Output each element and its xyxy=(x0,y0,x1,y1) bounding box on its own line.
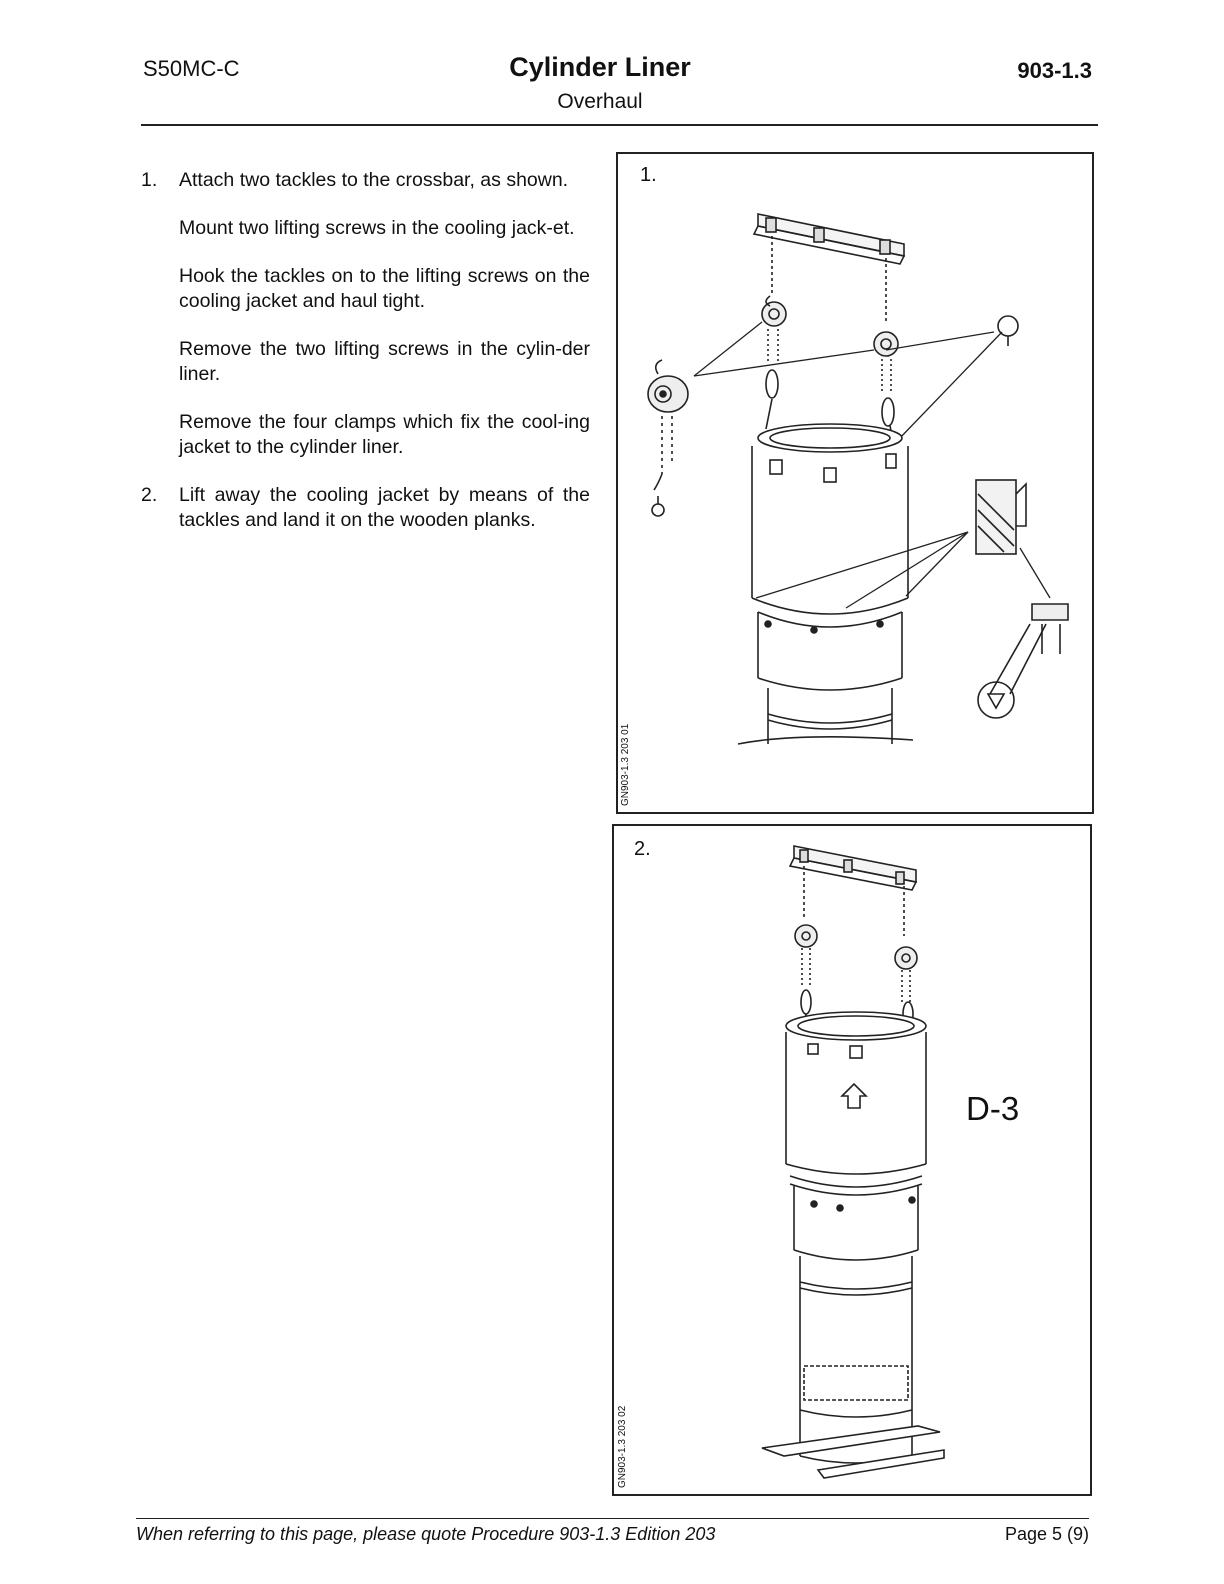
figure-code: GN903-1.3 203 01 xyxy=(620,723,631,806)
step-number: 1. xyxy=(141,169,158,191)
figure-code: GN903-1.3 203 02 xyxy=(617,1405,628,1488)
drawing-label: D-3 xyxy=(966,1090,1020,1127)
clamp-detail xyxy=(976,480,1068,718)
step-paragraph: Mount two lifting screws in the cooling jack-et. xyxy=(179,217,575,239)
step-1 xyxy=(138,168,590,460)
crossbar xyxy=(790,846,916,890)
tackle-left xyxy=(762,236,786,429)
step-paragraph: Lift away the cooling jacket by means of the tackles and land it on the wooden planks. xyxy=(179,484,590,531)
page-subtitle: Overhaul xyxy=(557,90,643,113)
step-paragraph: Remove the two lifting screws in the cylin-der liner. xyxy=(179,338,590,385)
step-2 xyxy=(138,483,590,533)
page-number: Page 5 (9) xyxy=(1004,1524,1089,1544)
tackle-right xyxy=(874,258,898,444)
pointer-arrows xyxy=(694,322,1050,608)
loose-tackle xyxy=(648,360,688,516)
figure-number: 2. xyxy=(634,838,651,860)
engine-type: S50MC-C xyxy=(143,56,240,81)
figure-2 xyxy=(612,824,1092,1496)
wooden-planks xyxy=(762,1426,944,1478)
figure-number: 1. xyxy=(640,164,657,186)
figure-2-drawing xyxy=(614,826,1090,1494)
figure-1-drawing xyxy=(618,154,1092,812)
cooling-jacket xyxy=(786,1012,926,1174)
tackle-right xyxy=(895,886,917,1026)
footer-divider xyxy=(136,1518,1089,1519)
page-title: Cylinder Liner xyxy=(509,52,691,82)
figure-1 xyxy=(616,152,1094,814)
step-paragraph: Hook the tackles on to the lifting screws on the cooling jacket and haul tight. xyxy=(179,265,590,312)
lifting-screw-icon xyxy=(998,316,1018,346)
step-paragraph: Remove the four clamps which fix the cool-ing jacket to the cylinder liner. xyxy=(179,411,590,458)
instruction-list xyxy=(138,168,590,556)
step-number: 2. xyxy=(141,484,158,506)
header-divider xyxy=(141,124,1098,126)
procedure-number: 903-1.3 xyxy=(1017,58,1092,83)
step-paragraph: Attach two tackles to the crossbar, as shown. xyxy=(179,169,569,191)
crossbar xyxy=(754,214,904,264)
cylinder-liner xyxy=(790,1176,922,1463)
footer-reference: When referring to this page, please quote Procedure 903-1.3 Edition 203 xyxy=(136,1524,716,1544)
cylinder-liner xyxy=(738,424,913,744)
tackle-left xyxy=(795,866,817,1024)
